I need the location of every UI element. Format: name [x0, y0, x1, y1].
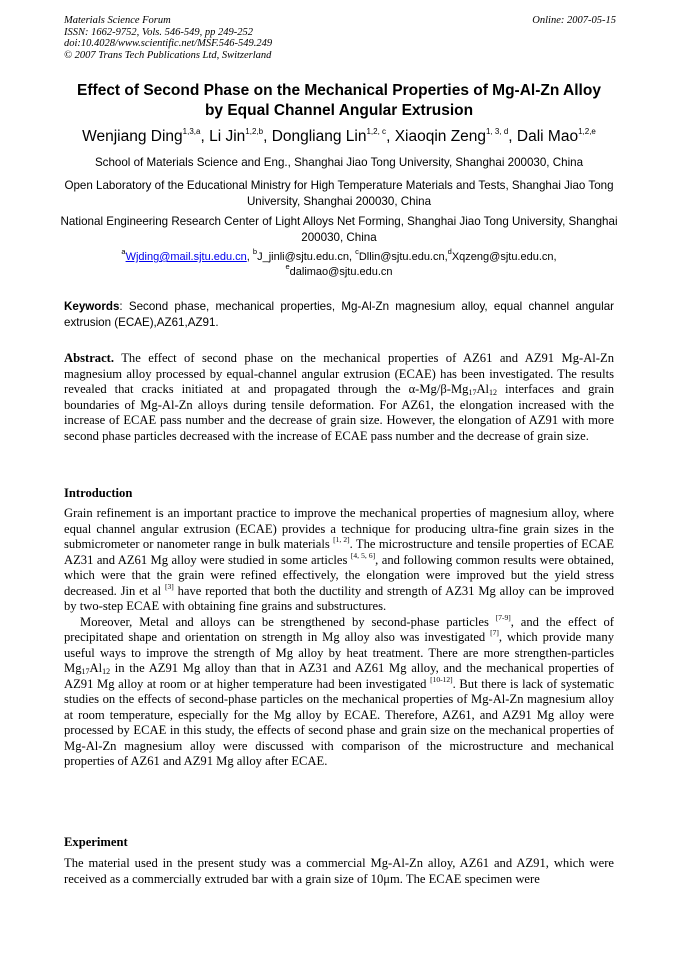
paragraph: Grain refinement is an important practice to improve the mechanical properties of magnesium alloy, where equal channel angular extrusion (ECAE) provides a technique for producing ultra-fine grain sizes in the submicrometer or nanometer range in bulk materials [1, 2]. The microstructure and tensile properties of ECAE AZ31 and AZ61 Mg alloy were studied in some articles [4, 5, 6], and following common results were obtained, which were that the grain were refined effectively, the elongation were improved but the yield stress decreased. Jin et al [3] have reported that both the ductility and strength of AZ31 Mg alloy can be improved by two-step ECAE with obtaining fine grains and substructures. [64, 506, 615, 613]
doi-line: doi:10.4028/www.scientific.net/MSF.546-549.249 [64, 38, 273, 49]
citation[interactable]: [10-12] [430, 674, 453, 684]
abstract-label: Abstract. [64, 351, 115, 365]
author-name: Dali Mao [516, 128, 579, 145]
issn-line: ISSN: 1662-9752, Vols. 546-549, pp 249-252 [64, 26, 253, 38]
paper-title [40, 81, 638, 120]
running-header [64, 15, 616, 61]
email-text: Xqzeng@sjtu.edu.cn, [451, 251, 557, 263]
paragraph: Moreover, Metal and alloys can be strengthened by second-phase particles [7-9], and the effect of precipitated shape and orientation on strength in Mg alloy also was investigated [7], which provide many useful ways to improve the strength of Mg alloy by heat treatment. There are more strengthen-particles $Mg_{17}Al_{12}$ in the AZ91 Mg alloy than that in AZ31 and AZ61 Mg alloy, and the mechanical properties of AZ91 Mg alloy at room or at higher temperature had been investigated [10-12]. But there is lack of systematic studies on the effects of second-phase particles on the mechanical properties of Mg-Al-Zn magnesium alloy at room temperature, especially for the Mg alloy by ECAE. Therefore, AZ61, and AZ91 Mg alloy were processed by ECAE in this study, the effects of second phase and grain size on the mechanical properties of Mg-Al-Zn magnesium alloy were discussed with comparison of the microstructure and mechanical properties of AZ61 and AZ91 Mg alloy after ECAE. [64, 612, 614, 768]
section-heading-introduction: Introduction [64, 486, 133, 500]
introduction-body [64, 506, 614, 770]
author-name: Li Jin [209, 128, 246, 145]
experiment-body [64, 856, 614, 887]
citation[interactable]: [7] [490, 628, 499, 637]
affiliation-3: National Engineering Research Center of Light Alloys Net Forming, Shanghai Jiao Tong University, Shanghai 200030, China [60, 215, 618, 244]
title-line-1: Effect of Second Phase on the Mechanical Properties of Mg-Al-Zn Alloy [77, 82, 601, 99]
author-affiliation-marker: 1, 3, d [486, 127, 509, 136]
author-name: Xiaoqin Zeng [394, 128, 487, 145]
keywords-label: Keywords [64, 300, 120, 313]
citation[interactable]: [4, 5, 6] [350, 550, 376, 560]
author-affiliation-marker: 1,3,a [182, 127, 201, 136]
journal-name: Materials Science Forum [64, 15, 171, 26]
citation[interactable]: [7-9] [495, 612, 511, 622]
email-text: J_jinli@sjtu.edu.cn, [257, 251, 353, 263]
email-text: Dllin@sjtu.edu.cn, [358, 251, 448, 263]
title-line-2: by Equal Channel Angular Extrusion [204, 101, 474, 119]
paragraph: The material used in the present study was a commercial Mg-Al-Zn alloy, AZ61 and AZ91, which were received as a commercially extruded bar with a grain size of 10μm. The ECAE specimen were [64, 856, 614, 886]
copyright-line: © 2007 Trans Tech Publications Ltd, Switzerland [64, 49, 272, 61]
abstract-block: Abstract. The effect of second phase on the mechanical properties of AZ61 and AZ91 Mg-Al-Zn magnesium alloy processed by equal-channel angular extrusion (ECAE) has been investigated. The results revealed that cracks initiated at and propagated through the $\alpha-Mg/\beta-Mg_{17}Al_{12}$ interfaces and grain boundaries of Mg-Al-Zn alloys during tensile deformation. For AZ61, the elongation increased with the increase of ECAE pass number and the decrease of grain size. However, the elongation of AZ91 with more second phase particles decreased with the increase of ECAE pass number and the decrease of grain size. [64, 351, 614, 443]
author-affiliation-marker: 1,2, c [366, 127, 387, 136]
email-list: $^a$Wjding@mail.sjtu.edu.cn, $^b$J_jinli@sjtu.edu.cn, $^c$Dllin@sjtu.edu.cn,$^d$Xqzeng@sjtu.edu.cn, $^e$dalimao@sjtu.edu.cn [121, 247, 557, 278]
author-name: Wenjiang Ding [82, 128, 183, 145]
keywords-text: : Second phase, mechanical properties, Mg-Al-Zn magnesium alloy, equal channel angular extrusion (ECAE),AZ61,AZ91. [64, 300, 614, 329]
citation[interactable]: [3] [165, 581, 174, 591]
online-date: Online: 2007-05-15 [532, 15, 616, 26]
author-affiliation-marker: 1,2,e [578, 127, 596, 136]
affiliation-2: Open Laboratory of the Educational Ministry for High Temperature Materials and Tests, Shanghai Jiao Tong University, Shanghai 200030, China [64, 179, 614, 208]
author-affiliation-marker: 1,2,b [245, 127, 264, 136]
email-link[interactable]: Wjding@mail.sjtu.edu.cn [125, 251, 247, 263]
keywords-block [64, 299, 614, 330]
author-name: Dongliang Lin [271, 128, 367, 145]
section-heading-experiment: Experiment [64, 835, 128, 849]
author-list: Wenjiang Ding$^{1,3,a}$, Li Jin$^{1,2,b}$, Dongliang Lin$^{1,2, c}$, Xiaoqin Zeng$^{1, 3, d}$, Dali Mao$^{1,2,e}$ [82, 127, 596, 145]
affiliation-1: School of Materials Science and Eng., Shanghai Jiao Tong University, Shanghai 200030, China [94, 156, 584, 169]
email-text: dalimao@sjtu.edu.cn [289, 266, 393, 278]
citation[interactable]: [1, 2] [333, 535, 350, 544]
